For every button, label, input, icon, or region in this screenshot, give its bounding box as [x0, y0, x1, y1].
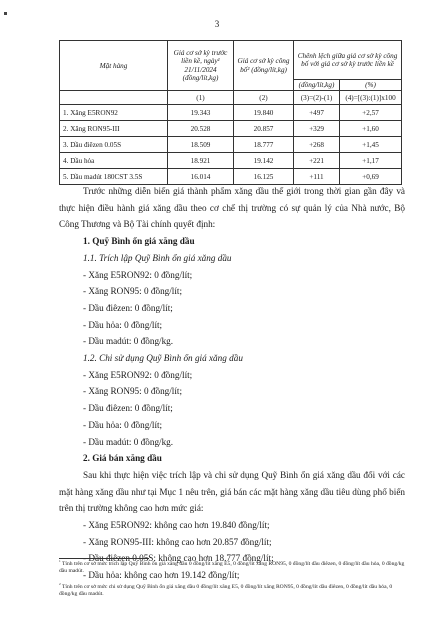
row-prev-price: 16.014	[168, 169, 234, 185]
row-new-price: 19.840	[234, 105, 294, 121]
col-header-difference: Chênh lệch giữa giá cơ sở kỳ công bố với giá cơ sở kỳ trước liền kề	[294, 41, 402, 80]
list-item: - Dầu hỏa: 0 đồng/lít;	[83, 419, 163, 430]
index-cell: (4)=[(3):(1)]x100	[340, 91, 402, 105]
intro-paragraph: Trước những diễn biến giá thành phẩm xăng dầu thế giới trong thời gian gần đây và thực hiện điều hành giá xăng dầu theo cơ chế thị trường có sự quản lý của Nhà nước, Bộ Công Thương và Bộ Tài chính quyết định:	[59, 186, 405, 230]
list-item: - Xăng RON95: 0 đồng/lít;	[83, 386, 183, 397]
row-new-price: 19.142	[234, 153, 294, 169]
row-diff: +268	[294, 137, 340, 153]
list-item: - Xăng RON95-III: không cao hơn 20.857 đồng/lít;	[83, 536, 272, 547]
footnote-text: Tính trên cơ sở mức trích lập Quỹ Bình ổn giá xăng dầu 0 đồng/lít xăng E5, 0 đồng/lít xăng RON95, 0 đồng/lít dầu điêzen, 0 đồng/lít dầu hỏa, 0 đồng/kg dầu madút.	[59, 561, 405, 575]
list-item: - Dầu điêzen: 0 đồng/lít;	[83, 403, 173, 414]
footnote	[59, 584, 405, 599]
list-item: - Dầu madút: 0 đồng/kg.	[83, 436, 174, 447]
body-paragraph: Sau khi thực hiện việc trích lập và chi sử dụng Quỹ Bình ổn giá xăng dầu đối với các mặt hàng xăng dầu như tại Mục 1 nêu trên, giá bán các mặt hàng xăng dầu tiêu dùng phổ biến trên thị trường không cao hơn mức giá:	[59, 469, 405, 514]
col-header-prev-price: Giá cơ sở kỳ trước liền kề, ngày¹ 21/11/2024 (đồng/lít,kg)	[168, 41, 234, 91]
page-number: 3	[214, 19, 220, 29]
row-item: 1. Xăng E5RON92	[60, 105, 168, 121]
unit-pct: (%)	[340, 80, 402, 91]
row-pct: +1,60	[340, 121, 402, 137]
row-diff: +497	[294, 105, 340, 121]
list-item: - Dầu điêzen 0.05S: không cao hơn 18.777 đồng/lít;	[83, 553, 274, 564]
row-diff: +329	[294, 121, 340, 137]
list-item: - Dầu điêzen: 0 đồng/lít;	[83, 302, 173, 313]
section-heading: 1. Quỹ Bình ổn giá xăng dầu	[83, 236, 195, 247]
table-row	[60, 153, 402, 169]
list-item: - Dầu hỏa: 0 đồng/lít;	[83, 319, 163, 330]
row-pct: +0,69	[340, 169, 402, 185]
table-header-row	[60, 41, 402, 80]
unit-abs: (đồng/lít,kg)	[294, 80, 340, 91]
table-row	[60, 137, 402, 153]
scan-mark	[4, 12, 7, 15]
list-item: - Xăng E5RON92: 0 đồng/lít;	[83, 369, 193, 380]
row-diff: +111	[294, 169, 340, 185]
row-item: 4. Dầu hỏa	[60, 153, 168, 169]
section-heading: 2. Giá bán xăng dầu	[83, 453, 162, 464]
list-item: - Xăng E5RON92: không cao hơn 19.840 đồng/lít;	[83, 520, 270, 531]
row-prev-price: 18.509	[168, 137, 234, 153]
footnote-mark: 1	[59, 559, 61, 564]
table-row	[60, 105, 402, 121]
row-new-price: 18.777	[234, 137, 294, 153]
row-prev-price: 19.343	[168, 105, 234, 121]
subsection-heading: 1.2. Chi sử dụng Quỹ Bình ổn giá xăng dầu	[83, 353, 243, 364]
row-item: 5. Dầu madút 180CST 3.5S	[60, 169, 168, 185]
list-item: - Xăng E5RON92: 0 đồng/lít;	[83, 269, 193, 280]
col-header-item: Mặt hàng	[60, 41, 168, 91]
index-cell: (2)	[234, 91, 294, 105]
footnote-mark: 2	[59, 582, 61, 587]
row-new-price: 16.125	[234, 169, 294, 185]
table-row	[60, 121, 402, 137]
footnote-separator	[59, 558, 149, 559]
list-item: - Dầu madút: 0 đồng/kg.	[83, 336, 174, 347]
row-diff: +221	[294, 153, 340, 169]
row-new-price: 20.857	[234, 121, 294, 137]
col-header-new-price: Giá cơ sở kỳ công bố² (đồng/lít,kg)	[234, 41, 294, 91]
subsection-heading: 1.1. Trích lập Quỹ Bình ổn giá xăng dầu	[83, 252, 232, 263]
index-cell: (3)=(2)-(1)	[294, 91, 340, 105]
row-pct: +2,57	[340, 105, 402, 121]
footnote	[59, 561, 405, 576]
table-index-row	[60, 91, 402, 105]
row-item: 3. Dầu điêzen 0.05S	[60, 137, 168, 153]
footnote-text: Tính trên cơ sở mức chi sử dụng Quỹ Bình ổn giá xăng dầu 0 đồng/lít xăng E5, 0 đồng/lít xăng RON95, 0 đồng/lít dầu điêzen, 0 đồng/lít dầu hỏa, 0 đồng/kg dầu madút.	[59, 584, 393, 598]
index-blank	[60, 91, 168, 105]
list-item: - Xăng RON95: 0 đồng/lít;	[83, 286, 183, 297]
row-prev-price: 18.921	[168, 153, 234, 169]
price-table	[59, 40, 402, 185]
index-cell: (1)	[168, 91, 234, 105]
row-prev-price: 20.528	[168, 121, 234, 137]
row-pct: +1,45	[340, 137, 402, 153]
document-body	[59, 183, 405, 587]
row-pct: +1,17	[340, 153, 402, 169]
list-item: - Dầu hỏa: không cao hơn 19.142 đồng/lít;	[83, 570, 240, 581]
row-item: 2. Xăng RON95-III	[60, 121, 168, 137]
